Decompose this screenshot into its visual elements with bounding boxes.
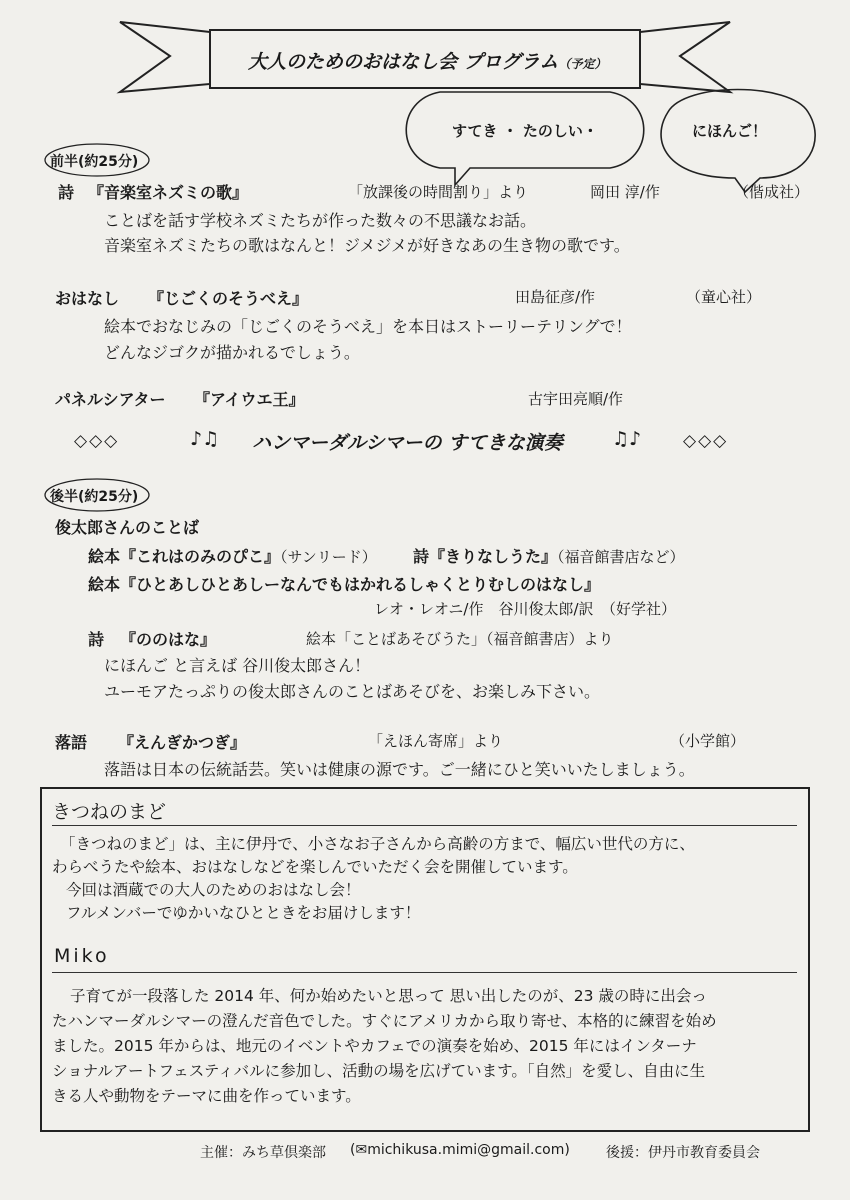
first-half-label: 前半(約25分) bbox=[50, 154, 139, 170]
inchworm-credit: レオ・レオニ/作 谷川俊太郎/訳 （好学社） bbox=[374, 600, 677, 618]
bubble-text-right: にほんご！ bbox=[692, 122, 768, 140]
notes-left: ♪♫ bbox=[190, 428, 220, 450]
nonohana-desc-2: ユーモアたっぷりの俊太郎さんのことばあそびを、お楽しみ下さい。 bbox=[104, 682, 601, 701]
story-desc-2: どんなジゴクが描かれるでしょう。 bbox=[104, 343, 360, 362]
inchworm-book-title: 絵本『ひとあしひとあしーなんでもはかれるしゃくとりむしのはなし』 bbox=[88, 575, 601, 594]
rakugo-title: 『えんぎかつぎ』 bbox=[118, 733, 247, 752]
story-publisher: （童心社） bbox=[686, 288, 762, 306]
footer-email-wrap: (✉michikusa.mimi@gmail.com) bbox=[350, 1142, 570, 1158]
miko-line-4: ショナルアートフェスティバルに参加し、活動の場を広げています。「自然」を愛し、自由に生 bbox=[52, 1062, 706, 1080]
section-heading: 俊太郎さんのことば bbox=[55, 518, 200, 537]
footer-support: 後援：伊丹市教育委員会 bbox=[606, 1145, 760, 1161]
poem-title: 『音楽室ネズミの歌』 bbox=[88, 183, 249, 202]
story-type: おはなし bbox=[55, 289, 120, 308]
nonohana-source: 絵本「ことばあそびうた」（福音館書店）より bbox=[306, 630, 614, 648]
miko-line-5: きる人や動物をテーマに曲を作っています。 bbox=[52, 1087, 361, 1105]
panel-type: パネルシアター bbox=[55, 390, 166, 409]
miko-line-3: ました。2015 年からは、地元のイベントやカフェでの演奏を始め、2015 年にはインターナ bbox=[52, 1037, 697, 1055]
heading-underline bbox=[52, 825, 797, 826]
poem-author: 岡田 淳/作 bbox=[590, 183, 660, 201]
story-title: 『じごくのそうべえ』 bbox=[148, 289, 309, 308]
footer-email[interactable]: michikusa.mimi@gmail.com bbox=[367, 1142, 565, 1158]
kitsune-line-2: わらべうたや絵本、おはなしなどを楽しんでいただく会を開催しています。 bbox=[52, 858, 578, 876]
diamonds-right: ◇◇◇ bbox=[683, 431, 729, 451]
notes-right: ♫♪ bbox=[612, 428, 642, 450]
poem-type: 詩 bbox=[58, 183, 75, 202]
miko-line-2: たハンマーダルシマーの澄んだ音色でした。すぐにアメリカから取り寄せ、本格的に練習を始め bbox=[52, 1012, 717, 1030]
panel-author: 古宇田亮順/作 bbox=[528, 390, 624, 408]
mail-icon: ✉ bbox=[355, 1142, 368, 1158]
kitsune-line-1: 「きつねのまど」は、主に伊丹で、小さなお子さんから高齢の方まで、幅広い世代の方に、 bbox=[60, 835, 695, 853]
second-half-label: 後半(約25分) bbox=[50, 489, 139, 505]
poem-desc-2: 音楽室ネズミたちの歌はなんと！ジメジメが好きなあの生き物の歌です。 bbox=[104, 236, 630, 255]
poem-publisher: （偕成社） bbox=[734, 183, 810, 201]
rakugo-desc: 落語は日本の伝統話芸。笑いは健康の源です。ご一緒にひと笑いいたしましょう。 bbox=[104, 760, 695, 779]
miko-underline bbox=[52, 972, 797, 973]
poem-desc-1: ことばを話す学校ネズミたちが作った数々の不思議なお話。 bbox=[104, 211, 537, 230]
info-box bbox=[40, 787, 810, 1132]
diamonds-left: ◇◇◇ bbox=[74, 431, 120, 451]
footer-organizer: 主催：みち草倶楽部 bbox=[200, 1145, 326, 1161]
kitsune-heading: きつねのまど bbox=[52, 801, 167, 823]
page-title: 大人のためのおはなし会 プログラム（予定） bbox=[248, 51, 607, 73]
bubble-text-left: すてき ・ たのしい・ bbox=[452, 122, 598, 140]
poem-line: 詩『きりなしうた』（福音館書店など） bbox=[413, 547, 685, 566]
poem-source: 「放課後の時間割り」より bbox=[348, 183, 529, 201]
panel-title: 『アイウエ王』 bbox=[194, 390, 305, 409]
kitsune-line-3: 今回は酒蔵での大人のためのおはなし会！ bbox=[66, 881, 361, 899]
story-desc-1: 絵本でおなじみの「じごくのそうべえ」を本日はストーリーテリングで！ bbox=[104, 317, 632, 336]
rakugo-source: 「えほん寄席」より bbox=[368, 732, 504, 750]
rakugo-type: 落語 bbox=[55, 733, 88, 752]
nonohana-type: 詩 bbox=[88, 630, 105, 649]
picture-book-line: 絵本『これはのみのぴこ』（サンリード） bbox=[88, 547, 377, 566]
interlude-text: ハンマーダルシマーの すてきな演奏 bbox=[252, 432, 563, 454]
story-author: 田島征彦/作 bbox=[515, 288, 596, 306]
nonohana-desc-1: にほんご と言えば 谷川俊太郎さん！ bbox=[104, 656, 371, 675]
kitsune-line-4: フルメンバーでゆかいなひとときをお届けします！ bbox=[66, 904, 421, 922]
miko-line-1: 子育てが一段落した 2014 年、何か始めたいと思って 思い出したのが、23 歳の時に出会っ bbox=[70, 987, 707, 1005]
nonohana-title: 『ののはな』 bbox=[120, 630, 217, 649]
rakugo-publisher: （小学館） bbox=[670, 732, 746, 750]
miko-heading: Miko bbox=[54, 945, 110, 967]
